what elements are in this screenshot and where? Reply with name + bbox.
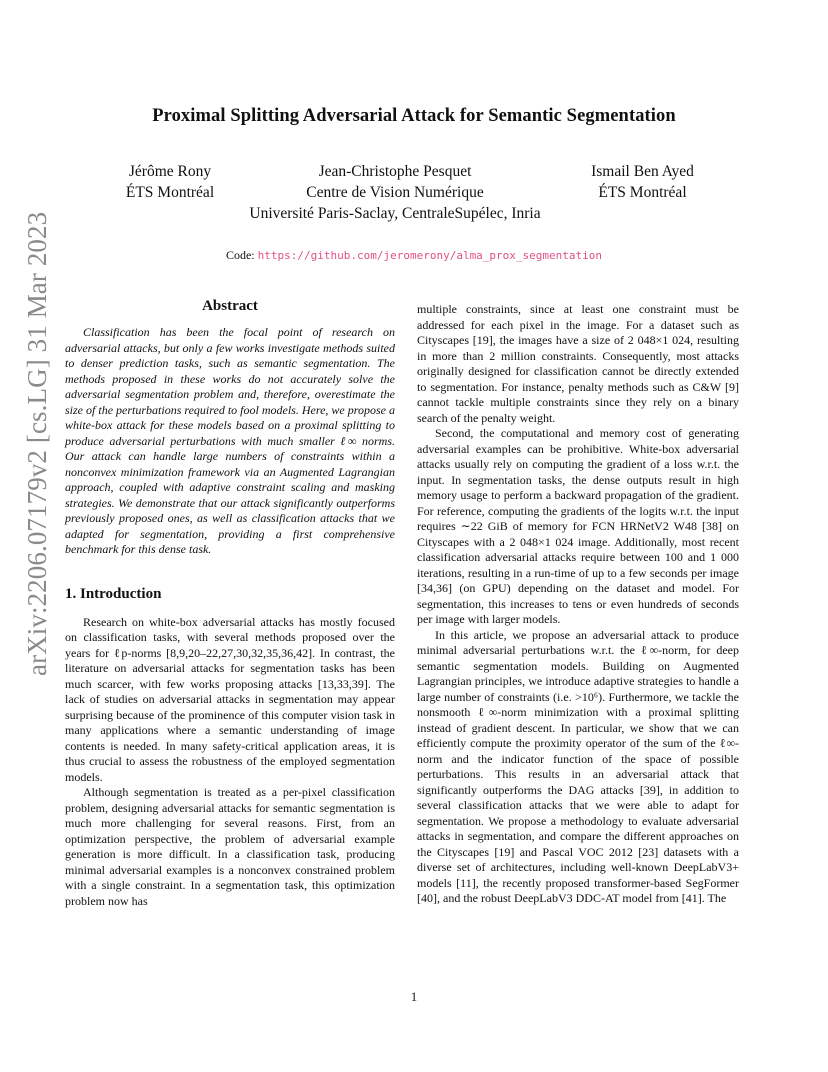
right-paragraph-2: Second, the computational and memory cost of generating adversarial examples can be prohibitive. White-box adversarial attacks usually rely on computing the gradient of a loss w.r.t. the input. In segmentation tasks, the dense outputs result in high memory usage to perform a backward propagation of the gradient. For reference, computing the gradients of the logits w.r.t. the input requires ∼22 GiB of memory for FCN HRNetV2 W48 [38] on Cityscapes with a 2 048×1 024 image. Additionally, most recent classification adversarial attacks require between 100 and 1 000 iterations, resulting in a run-time of up to a few seconds per image [34,36] (on GPU) depending on the dataset and model. For segmentation, this increases to tens or even hundreds of seconds per image with larger models. xyxy=(417,426,739,626)
abstract-text: Classification has been the focal point of research on adversarial attacks, but only a few works investigate methods suited to denser prediction tasks, such as semantic segmentation. The methods proposed in these works do not accurately solve the adversarial segmentation problem and, therefore, overestimate the size of the perturbations required to fool models. Here, we propose a white-box attack for these models based on a proximal splitting to produce adversarial perturbations with much smaller ℓ∞ norms. Our attack can handle large numbers of constraints within a nonconvex minimization framework via an Augmented Lagrangian approach, coupled with adaptive constraint scaling and masking strategies. We demonstrate that our attack significantly outperforms previously proposed ones, as well as classification attacks that we adapted for segmentation, providing a first comprehensive benchmark for this dense task. xyxy=(65,325,395,556)
author-block-2 xyxy=(225,161,565,224)
abstract-heading: Abstract xyxy=(202,298,258,314)
author-block-1 xyxy=(95,161,245,203)
author-affiliation: ÉTS Montréal xyxy=(125,184,215,201)
paper-title: Proximal Splitting Adversarial Attack for Semantic Segmentation xyxy=(152,106,676,126)
intro-heading: 1. Introduction xyxy=(65,585,162,602)
author-name: Jérôme Rony xyxy=(128,163,212,180)
right-column xyxy=(417,302,739,907)
author-name: Jean-Christophe Pesquet xyxy=(318,163,472,180)
page-number: 1 xyxy=(410,990,418,1004)
right-paragraph-1: multiple constraints, since at least one constraint must be addressed for each pixel in the image. For a dataset such as Cityscapes [19], the images have a size of 2 048×1 024, resulting in more than 2 million constraints. Consequently, most attacks originally designed for classification cannot be directly extended to segmentation. For instance, penalty methods such as C&W [9] cannot tackle multiple constraints since they rely on a binary search of the penalty weight. xyxy=(417,302,739,425)
code-label: Code: xyxy=(225,248,255,262)
author-block-3 xyxy=(570,161,715,203)
left-column xyxy=(65,298,395,909)
right-paragraph-3: In this article, we propose an adversarial attack to produce minimal adversarial perturbations w.r.t. the ℓ∞-norm, for deep semantic segmentation models. Building on Augmented Lagrangian principles, we introduce adaptive strategies to handle a large number of constraints (i.e. >10⁶). Furthermore, we tackle the nonsmooth ℓ∞-norm minimization with a proximal splitting instead of gradient descent. In particular, we show that we can efficiently compute the proximity operator of the sum of the ℓ∞-norm and the indicator function of the space of possible perturbations. This results in an adversarial attack that significantly outperforms the DAG attacks [39], in addition to several classification attacks that we were able to adapt for segmentation. We propose a methodology to evaluate adversarial attacks in segmentation, and compare the different approaches on the Cityscapes [19] and Pascal VOC 2012 [23] datasets with a diverse set of architectures, including well-known DeepLabV3+ models [11], the recently proposed transformer-based SegFormer [40], and the robust DeepLabV3 DDC-AT model from [41]. The xyxy=(417,627,739,905)
author-affiliation: ÉTS Montréal xyxy=(598,184,687,201)
arxiv-stamp: arXiv:2206.07179v2 [cs.LG] 31 Mar 2023 xyxy=(22,211,52,676)
code-link[interactable]: https://github.com/jeromerony/alma_prox_segmentation xyxy=(257,249,603,262)
intro-paragraph-1: Research on white-box adversarial attacks has mostly focused on classification tasks, with several methods proposed over the years for ℓp-norms [8,9,20–22,27,30,32,35,36,42]. In contrast, the literature on adversarial attacks for segmentation tasks has been much scarcer, with few works proposing attacks [13,33,39]. The lack of studies on adversarial attacks in segmentation may appear surprising because of the prominence of this computer vision task in many applications where a semantic understanding of image contents is needed. In many safety-critical application areas, it is thus crucial to assess the robustness of the employed segmentation models. xyxy=(65,614,395,784)
author-name: Ismail Ben Ayed xyxy=(591,163,694,180)
author-affiliation-2: Université Paris-Saclay, CentraleSupélec, Inria xyxy=(249,205,541,222)
intro-paragraph-2: Although segmentation is treated as a per-pixel classification problem, designing adversarial attacks for semantic segmentation is much more challenging for several reasons. First, from an optimization perspective, the problem of adversarial example generation is more difficult. In a classification task, producing minimal adversarial examples is a nonconvex constrained problem with a single constraint. In a segmentation task, this optimization problem now has xyxy=(65,785,395,908)
author-affiliation: Centre de Vision Numérique xyxy=(306,184,484,201)
code-line xyxy=(0,248,828,263)
